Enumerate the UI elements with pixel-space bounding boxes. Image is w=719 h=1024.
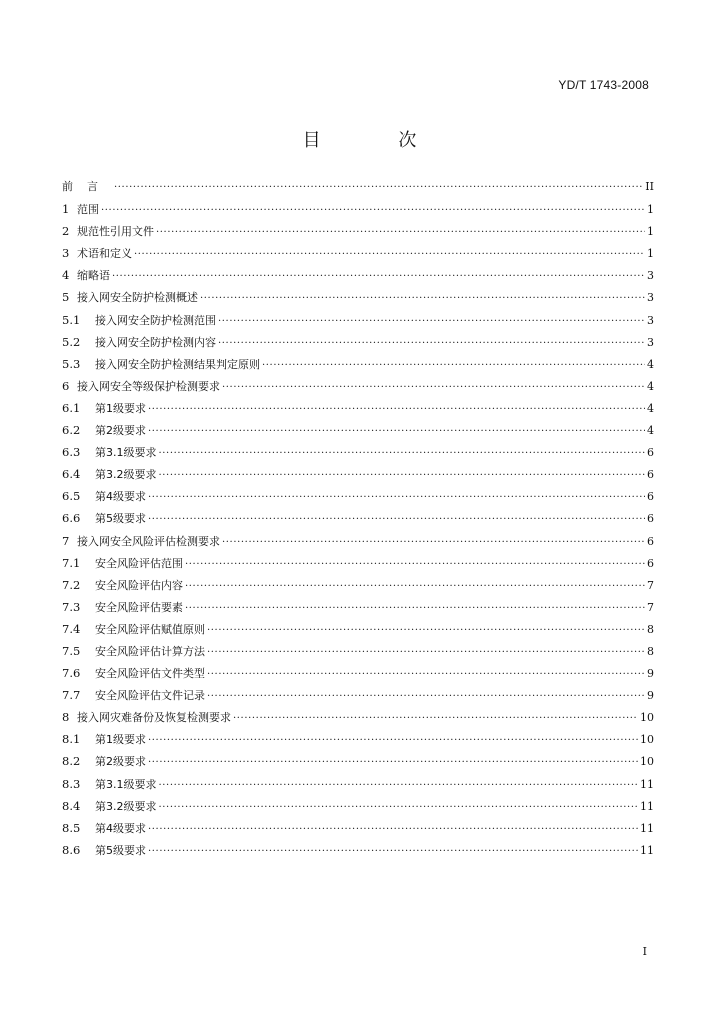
toc-leader-dots xyxy=(207,620,645,642)
toc-entry-title: 第4级要求 xyxy=(95,490,146,504)
toc-entry[interactable] xyxy=(62,728,654,750)
toc-entry-page: 6 xyxy=(647,468,654,482)
toc-entry-number: 6.2 xyxy=(62,423,81,438)
toc-entry[interactable] xyxy=(62,530,654,552)
toc-leader-dots xyxy=(148,509,645,531)
toc-entry-number: 7.5 xyxy=(62,643,81,658)
toc-entry-page: 10 xyxy=(640,755,654,769)
toc-entry-title: 安全风险评估范围 xyxy=(95,556,183,570)
toc-entry[interactable] xyxy=(62,441,654,463)
toc-leader-dots xyxy=(148,752,638,774)
toc-entry-number: 5.1 xyxy=(62,312,81,327)
toc-entry-page: 4 xyxy=(647,357,654,371)
toc-entry-page: 8 xyxy=(647,644,654,658)
toc-entry-title: 第3.1级要求 xyxy=(95,777,157,791)
toc-entry-page: 11 xyxy=(640,799,654,813)
toc-leader-dots xyxy=(148,819,638,841)
toc-leader-dots xyxy=(222,377,645,399)
toc-entry-page: 4 xyxy=(647,401,654,415)
toc-entry[interactable] xyxy=(62,817,654,839)
toc-leader-dots xyxy=(159,465,646,487)
page-number: I xyxy=(642,945,647,958)
toc-entry[interactable] xyxy=(62,706,654,728)
toc-entry-title: 接入网安全防护检测结果判定原则 xyxy=(95,357,260,371)
toc-entry-page: 11 xyxy=(640,843,654,857)
toc-entry-number: 8.1 xyxy=(62,732,81,747)
toc-leader-dots xyxy=(200,288,645,310)
toc-entry-number: 7.1 xyxy=(62,555,81,570)
toc-leader-dots xyxy=(159,797,639,819)
toc-entry-number: 8.6 xyxy=(62,842,81,857)
toc-leader-dots xyxy=(262,355,645,377)
toc-leader-dots xyxy=(148,421,645,443)
toc-leader-dots xyxy=(185,554,645,576)
toc-entry-number: 8.3 xyxy=(62,776,81,791)
toc-entry-title: 安全风险评估文件记录 xyxy=(95,689,205,703)
toc-entry-page: 8 xyxy=(647,622,654,636)
toc-entry-title: 第3.2级要求 xyxy=(95,799,157,813)
toc-entry-page: 7 xyxy=(647,578,654,592)
toc-entry-title: 第5级要求 xyxy=(95,512,146,526)
toc-entry-page: 11 xyxy=(640,821,654,835)
toc-entry[interactable] xyxy=(62,264,654,286)
toc-entry[interactable] xyxy=(62,353,654,375)
toc-entry-number: 7.6 xyxy=(62,666,81,681)
toc-entry-number: 8 xyxy=(62,710,70,725)
toc-entry-page: 4 xyxy=(647,379,654,393)
toc-entry[interactable] xyxy=(62,507,654,529)
toc-entry-number: 8.4 xyxy=(62,798,81,813)
toc-entry-number: 5.3 xyxy=(62,356,81,371)
toc-entry-number: 6 xyxy=(62,378,70,393)
toc-entry-page: 9 xyxy=(647,667,654,681)
toc-entry-page: 1 xyxy=(647,225,654,239)
toc-entry[interactable] xyxy=(62,618,654,640)
toc-leader-dots xyxy=(159,775,639,797)
toc-leader-dots xyxy=(185,598,645,620)
toc-leader-dots xyxy=(156,222,645,244)
toc-entry-page: 1 xyxy=(647,203,654,217)
toc-entry[interactable] xyxy=(62,463,654,485)
toc-entry-title: 接入网灾难备份及恢复检测要求 xyxy=(77,711,231,725)
toc-entry-number: 3 xyxy=(62,246,70,261)
toc-entry-number: 6.1 xyxy=(62,400,81,415)
toc-entry-number: 1 xyxy=(62,202,70,217)
toc-leader-dots xyxy=(159,443,646,465)
toc-entry-title: 安全风险评估内容 xyxy=(95,578,183,592)
toc-entry-number: 2 xyxy=(62,224,70,239)
toc-entry-number: 7.7 xyxy=(62,688,81,703)
toc-leader-dots xyxy=(207,664,645,686)
toc-entry-page: 6 xyxy=(647,446,654,460)
toc-leader-dots xyxy=(101,200,645,222)
toc-entry-page: 3 xyxy=(647,291,654,305)
toc-leader-dots xyxy=(134,244,645,266)
toc-leader-dots xyxy=(222,532,645,554)
toc-entry-title: 接入网安全风险评估检测要求 xyxy=(77,534,220,548)
toc-entry[interactable] xyxy=(62,397,654,419)
toc-entry-title: 安全风险评估文件类型 xyxy=(95,667,205,681)
toc-leader-dots xyxy=(114,177,643,199)
toc-entry[interactable] xyxy=(62,331,654,353)
toc-entry-page: 11 xyxy=(640,777,654,791)
toc-entry-title: 第1级要求 xyxy=(95,733,146,747)
toc-entry-page: 6 xyxy=(647,512,654,526)
toc-entry-page: 4 xyxy=(647,424,654,438)
toc-entry[interactable] xyxy=(62,684,654,706)
toc-entry-number: 4 xyxy=(62,268,70,283)
toc-entry[interactable] xyxy=(62,839,654,861)
toc-entry[interactable] xyxy=(62,640,654,662)
toc-entry-number: 6.5 xyxy=(62,489,81,504)
toc-entry-number: 7.3 xyxy=(62,599,81,614)
toc-leader-dots xyxy=(207,686,645,708)
toc-leader-dots xyxy=(233,708,638,730)
toc-entry-page: 7 xyxy=(647,600,654,614)
toc-entry-page: 10 xyxy=(640,711,654,725)
toc-entry[interactable] xyxy=(62,176,654,198)
toc-leader-dots xyxy=(218,311,645,333)
toc-entry-page: 3 xyxy=(647,335,654,349)
toc-entry[interactable] xyxy=(62,242,654,264)
toc-leader-dots xyxy=(207,642,645,664)
page-title: 目 次 xyxy=(302,130,453,151)
toc-leader-dots xyxy=(185,576,645,598)
toc-entry[interactable] xyxy=(62,750,654,772)
toc-entry-page: 1 xyxy=(647,247,654,261)
toc-entry-page: 3 xyxy=(647,313,654,327)
toc-entry-title: 第2级要求 xyxy=(95,755,146,769)
toc-entry-number: 7 xyxy=(62,533,70,548)
toc-entry-title: 范围 xyxy=(77,203,99,217)
toc-entry-number: 5.2 xyxy=(62,334,81,349)
toc-entry-number: 5 xyxy=(62,290,70,305)
toc-entry-title: 缩略语 xyxy=(77,269,110,283)
toc-entry[interactable] xyxy=(62,375,654,397)
table-of-contents xyxy=(62,176,654,861)
toc-entry-title: 前言 xyxy=(62,180,112,193)
toc-entry-number: 6.4 xyxy=(62,467,81,482)
toc-entry-number: 6.6 xyxy=(62,511,81,526)
toc-entry-title: 第3.1级要求 xyxy=(95,446,157,460)
toc-entry[interactable] xyxy=(62,485,654,507)
toc-entry-title: 规范性引用文件 xyxy=(77,225,154,239)
toc-entry[interactable] xyxy=(62,795,654,817)
toc-entry-title: 术语和定义 xyxy=(77,247,132,261)
toc-entry-page: 9 xyxy=(647,689,654,703)
toc-entry-title: 接入网安全防护检测范围 xyxy=(95,313,216,327)
toc-entry[interactable] xyxy=(62,198,654,220)
toc-entry[interactable] xyxy=(62,596,654,618)
toc-leader-dots xyxy=(148,841,638,863)
toc-leader-dots xyxy=(218,333,645,355)
toc-entry[interactable] xyxy=(62,574,654,596)
toc-entry-title: 第5级要求 xyxy=(95,843,146,857)
toc-entry-page: 3 xyxy=(647,269,654,283)
toc-entry-page: 6 xyxy=(647,534,654,548)
toc-entry[interactable] xyxy=(62,773,654,795)
toc-entry-title: 接入网安全防护检测概述 xyxy=(77,291,198,305)
toc-entry-page: 6 xyxy=(647,556,654,570)
toc-entry-title: 第1级要求 xyxy=(95,401,146,415)
toc-leader-dots xyxy=(148,730,638,752)
toc-entry-page: II xyxy=(645,180,654,193)
toc-leader-dots xyxy=(148,487,645,509)
toc-entry[interactable] xyxy=(62,309,654,331)
toc-entry-number: 7.2 xyxy=(62,577,81,592)
toc-entry-title: 接入网安全等级保护检测要求 xyxy=(77,379,220,393)
toc-entry-title: 第3.2级要求 xyxy=(95,468,157,482)
toc-leader-dots xyxy=(112,266,645,288)
toc-entry[interactable] xyxy=(62,662,654,684)
toc-entry-number: 8.5 xyxy=(62,820,81,835)
document-code: YD/T 1743-2008 xyxy=(558,78,649,92)
toc-entry-title: 安全风险评估赋值原则 xyxy=(95,622,205,636)
toc-entry-number: 8.2 xyxy=(62,754,81,769)
toc-entry-page: 6 xyxy=(647,490,654,504)
toc-entry-title: 安全风险评估计算方法 xyxy=(95,644,205,658)
toc-leader-dots xyxy=(148,399,645,421)
toc-entry-number: 7.4 xyxy=(62,621,81,636)
toc-entry-title: 第2级要求 xyxy=(95,424,146,438)
toc-entry-title: 安全风险评估要素 xyxy=(95,600,183,614)
toc-entry[interactable] xyxy=(62,552,654,574)
toc-entry[interactable] xyxy=(62,220,654,242)
toc-entry-number: 6.3 xyxy=(62,445,81,460)
toc-entry[interactable] xyxy=(62,419,654,441)
toc-entry[interactable] xyxy=(62,286,654,308)
toc-entry-title: 接入网安全防护检测内容 xyxy=(95,335,216,349)
toc-entry-title: 第4级要求 xyxy=(95,821,146,835)
toc-entry-page: 10 xyxy=(640,733,654,747)
